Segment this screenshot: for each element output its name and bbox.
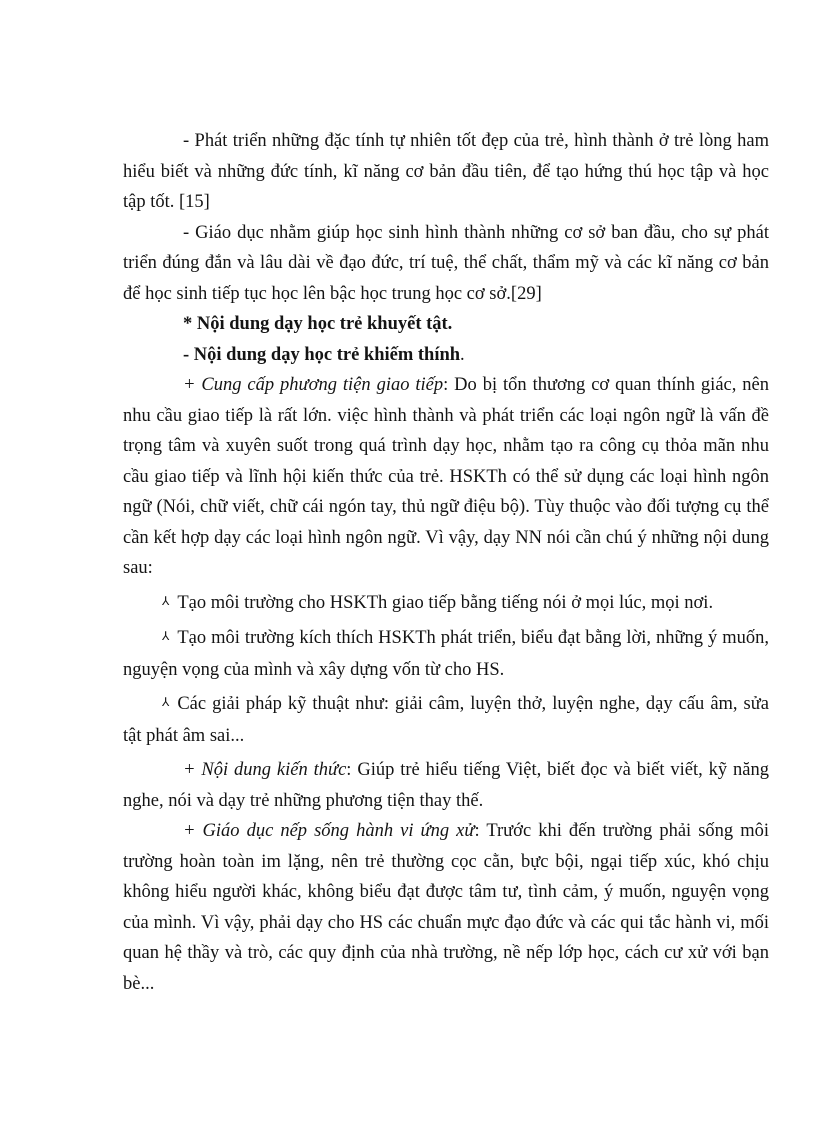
heading-hearing-impaired-content — [123, 340, 769, 371]
paragraph-label: + Cung cấp phương tiện giao tiếp — [183, 375, 444, 395]
bullet-text: Tạo môi trường cho HSKTh giao tiếp bằng tiếng nói ở mọi lúc, mọi nơi. — [177, 592, 714, 613]
bullet-text: Tạo môi trường kích thích HSKTh phát triển, biểu đạt bằng lời, những ý muốn, nguyện vọng của mình và xây dựng vốn từ cho HS. — [123, 628, 769, 680]
paragraph-text: : Trước khi đến trường phải sống môi trường hoàn toàn im lặng, nên trẻ thường cọc cằn, bực bội, ngại tiếp xúc, khó chịu không hiểu người khác, không biểu đạt được tâm tư, tình cảm, ý muốn, nguyện vọng của mình. Vì vậy, phải dạy cho HS các chuẩn mực đạo đức và các qui tắc hành vi, mối quan hệ thầy và trò, các quy định của nhà trường, nề nếp lớp học, cách cư xử với bạn bè... — [123, 821, 769, 994]
bullet-item — [123, 588, 769, 620]
bullet-item — [123, 689, 769, 751]
bullet-marker-icon: ⅄ — [162, 629, 170, 643]
document-body — [123, 126, 769, 999]
heading-text: - Nội dung dạy học trẻ khiếm thính — [183, 344, 461, 365]
paragraph-development-goals: - Phát triển những đặc tính tự nhiên tốt đẹp của trẻ, hình thành ở trẻ lòng ham hiểu biết và những đức tính, kĩ năng cơ bản đầu tiên, để tạo hứng thú học tập và học tập tốt. [15] — [123, 131, 769, 212]
paragraph-knowledge-content — [123, 755, 769, 816]
heading-text: * Nội dung dạy học trẻ khuyết tật. — [183, 314, 453, 334]
paragraph-label: + Giáo dục nếp sống hành vi ứng xử — [183, 821, 475, 841]
paragraph-communication-means — [123, 370, 769, 584]
heading-disabled-children-content — [123, 309, 769, 340]
bullet-marker-icon: ⅄ — [162, 695, 170, 709]
paragraph-text: : Giúp trẻ hiểu tiếng Việt, biết đọc và biết viết, kỹ năng nghe, nói và dạy trẻ những phương tiện thay thế. — [123, 760, 770, 811]
paragraph-behavior-education — [123, 816, 769, 999]
paragraph-label: + Nội dung kiến thức — [183, 760, 347, 780]
paragraph-text: : Do bị tổn thương cơ quan thính giác, nên nhu cầu giao tiếp là rất lớn. việc hình thành và phát triển các loại ngôn ngữ là vấn đề trọng tâm và xuyên suốt trong quá trình dạy học, nhằm tạo ra công cụ thỏa mãn nhu cầu giao tiếp và lĩnh hội kiến thức của trẻ. HSKTh có thể sử dụng các loại hình ngôn ngữ (Nói, chữ viết, chữ cái ngón tay, thủ ngữ điệu bộ). Tùy thuộc vào đối tượng cụ thể cần kết hợp dạy các loại hình ngôn ngữ. Vì vậy, dạy NN nói cần chú ý những nội dung sau: — [123, 375, 769, 578]
heading-tail: . — [460, 344, 465, 365]
paragraph-education-goals: - Giáo dục nhằm giúp học sinh hình thành những cơ sở ban đầu, cho sự phát triển đúng đắn và lâu dài về đạo đức, trí tuệ, thể chất, thẩm mỹ và các kĩ năng cơ bản để học sinh tiếp tục học lên bậc học trung học cơ sở.[29] — [123, 222, 769, 304]
bullet-item — [123, 623, 769, 685]
bullet-text: Các giải pháp kỹ thuật như: giải câm, luyện thở, luyện nghe, dạy cấu âm, sửa tật phát âm sai... — [123, 694, 769, 746]
bullet-marker-icon: ⅄ — [162, 593, 170, 608]
